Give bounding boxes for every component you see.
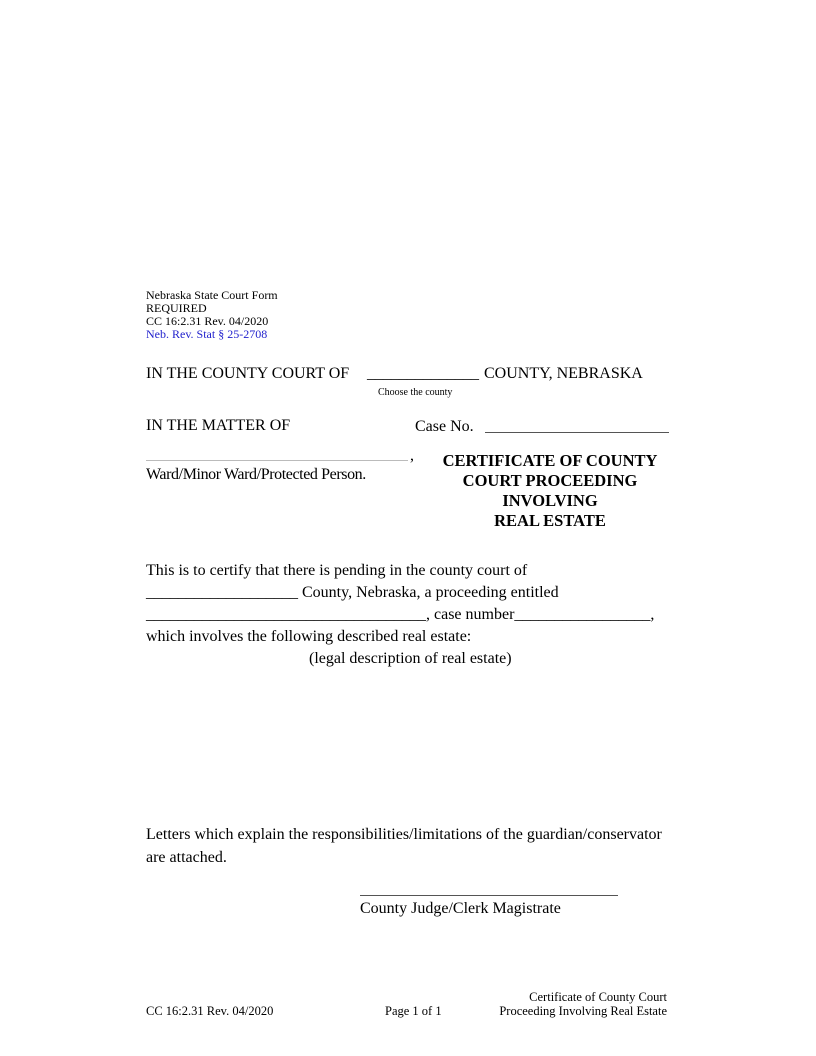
signature-label: County Judge/Clerk Magistrate xyxy=(360,900,561,917)
ward-name-field[interactable] xyxy=(146,460,408,461)
title-line: CERTIFICATE OF COUNTY xyxy=(442,451,658,470)
letters-line-2: are attached. xyxy=(146,849,227,866)
title-line: COURT PROCEEDING xyxy=(462,471,638,490)
footer-title-line-1: Certificate of County Court xyxy=(529,990,667,1004)
ward-label: Ward/Minor Ward/Protected Person. xyxy=(146,466,366,483)
form-source: Nebraska State Court Form xyxy=(146,288,278,302)
certify-line-3: ___________________________________, case number_________________, xyxy=(146,606,655,623)
footer-form-number: CC 16:2.31 Rev. 04/2020 xyxy=(146,1004,274,1018)
form-number: CC 16:2.31 Rev. 04/2020 xyxy=(146,314,269,328)
county-field[interactable]: ______________ xyxy=(367,365,479,382)
footer-title-line-2: Proceeding Involving Real Estate xyxy=(499,1004,667,1018)
ward-comma: , xyxy=(410,447,414,464)
requirement-label: REQUIRED xyxy=(146,301,207,315)
certify-line-2: ___________________ County, Nebraska, a proceeding entitled xyxy=(146,584,559,601)
case-no-field[interactable] xyxy=(485,432,669,433)
title-line: REAL ESTATE xyxy=(494,511,606,530)
court-prefix: IN THE COUNTY COURT OF xyxy=(146,365,350,382)
matter-label: IN THE MATTER OF xyxy=(146,417,291,434)
signature-line[interactable] xyxy=(360,895,618,896)
case-no-label: Case No. xyxy=(415,418,474,435)
title-line: INVOLVING xyxy=(502,491,598,510)
certify-line-4: which involves the following described real estate: xyxy=(146,628,472,645)
document-title xyxy=(430,451,670,531)
court-suffix: COUNTY, NEBRASKA xyxy=(484,365,643,382)
statute-link[interactable]: Neb. Rev. Stat § 25-2708 xyxy=(146,327,268,341)
county-hint: Choose the county xyxy=(378,387,453,398)
footer-page-number: Page 1 of 1 xyxy=(385,1004,442,1018)
certify-line-1: This is to certify that there is pending in the county court of xyxy=(146,562,528,579)
legal-description-hint[interactable]: (legal description of real estate) xyxy=(309,650,512,667)
letters-line-1: Letters which explain the responsibilities/limitations of the guardian/conservator xyxy=(146,826,662,843)
